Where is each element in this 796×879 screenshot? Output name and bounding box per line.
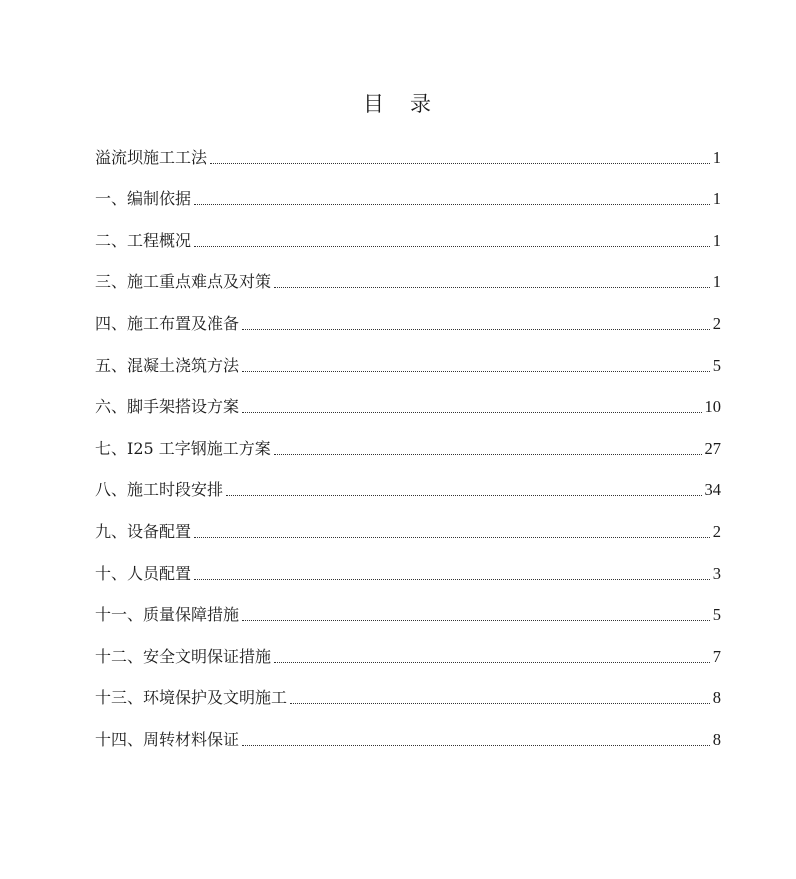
toc-entry-page-number: 5 bbox=[712, 355, 721, 375]
toc-dot-leader bbox=[290, 703, 710, 704]
toc-entry-page-number: 10 bbox=[704, 397, 721, 417]
toc-dot-leader bbox=[194, 246, 710, 247]
table-of-contents bbox=[95, 129, 721, 753]
toc-entry-page-number: 2 bbox=[712, 313, 721, 333]
toc-entry-label: 十四、周转材料保证 bbox=[95, 729, 240, 749]
toc-entry[interactable] bbox=[95, 337, 721, 379]
toc-entry[interactable] bbox=[95, 545, 721, 587]
toc-entry-page-number: 5 bbox=[712, 605, 721, 625]
toc-entry-label: 溢流坝施工工法 bbox=[95, 147, 208, 167]
toc-dot-leader bbox=[194, 537, 710, 538]
toc-entry[interactable] bbox=[95, 212, 721, 254]
toc-dot-leader bbox=[242, 745, 710, 746]
toc-dot-leader bbox=[194, 579, 710, 580]
toc-title bbox=[0, 88, 796, 118]
toc-dot-leader bbox=[274, 287, 710, 288]
toc-dot-leader bbox=[274, 454, 702, 455]
toc-entry-label: 三、施工重点难点及对策 bbox=[95, 272, 272, 292]
toc-entry[interactable] bbox=[95, 462, 721, 504]
toc-entry[interactable] bbox=[95, 254, 721, 296]
toc-entry-page-number: 7 bbox=[712, 646, 721, 666]
toc-entry-label: 六、脚手架搭设方案 bbox=[95, 397, 240, 417]
toc-entry[interactable] bbox=[95, 711, 721, 753]
toc-entry-page-number: 1 bbox=[712, 189, 721, 209]
toc-entry-page-number: 34 bbox=[704, 480, 721, 500]
toc-entry-label: 十、人员配置 bbox=[95, 563, 192, 583]
toc-entry[interactable] bbox=[95, 670, 721, 712]
toc-entry-page-number: 1 bbox=[712, 147, 721, 167]
toc-dot-leader bbox=[242, 412, 701, 413]
toc-entry-page-number: 27 bbox=[704, 438, 721, 458]
toc-entry-label: 九、设备配置 bbox=[95, 521, 192, 541]
toc-dot-leader bbox=[274, 662, 710, 663]
toc-entry-page-number: 8 bbox=[712, 688, 721, 708]
toc-entry-label: 十一、质量保障措施 bbox=[95, 605, 240, 625]
toc-entry[interactable] bbox=[95, 503, 721, 545]
toc-dot-leader bbox=[194, 204, 710, 205]
toc-entry[interactable] bbox=[95, 628, 721, 670]
toc-entry[interactable] bbox=[95, 379, 721, 421]
toc-title-text: 目录 bbox=[363, 92, 457, 116]
toc-entry[interactable] bbox=[95, 295, 721, 337]
toc-entry-label: 八、施工时段安排 bbox=[95, 480, 224, 500]
toc-dot-leader bbox=[242, 371, 710, 372]
toc-entry-page-number: 1 bbox=[712, 230, 721, 250]
toc-entry[interactable] bbox=[95, 171, 721, 213]
toc-entry-page-number: 3 bbox=[712, 563, 721, 583]
toc-entry[interactable] bbox=[95, 129, 721, 171]
toc-entry-label: 一、编制依据 bbox=[95, 189, 192, 209]
toc-entry[interactable] bbox=[95, 587, 721, 629]
toc-dot-leader bbox=[226, 495, 701, 496]
toc-entry-label: 五、混凝土浇筑方法 bbox=[95, 355, 240, 375]
toc-entry-page-number: 1 bbox=[712, 272, 721, 292]
toc-entry[interactable] bbox=[95, 420, 721, 462]
toc-entry-label: 四、施工布置及准备 bbox=[95, 313, 240, 333]
toc-entry-label: 十三、环境保护及文明施工 bbox=[95, 688, 288, 708]
toc-entry-page-number: 2 bbox=[712, 521, 721, 541]
toc-dot-leader bbox=[242, 620, 710, 621]
toc-dot-leader bbox=[210, 163, 710, 164]
toc-entry-label: 七、I25 工字钢施工方案 bbox=[95, 438, 271, 458]
toc-entry-label: 十二、安全文明保证措施 bbox=[95, 646, 272, 666]
toc-entry-label: 二、工程概况 bbox=[95, 230, 192, 250]
toc-entry-page-number: 8 bbox=[712, 729, 721, 749]
toc-dot-leader bbox=[242, 329, 710, 330]
